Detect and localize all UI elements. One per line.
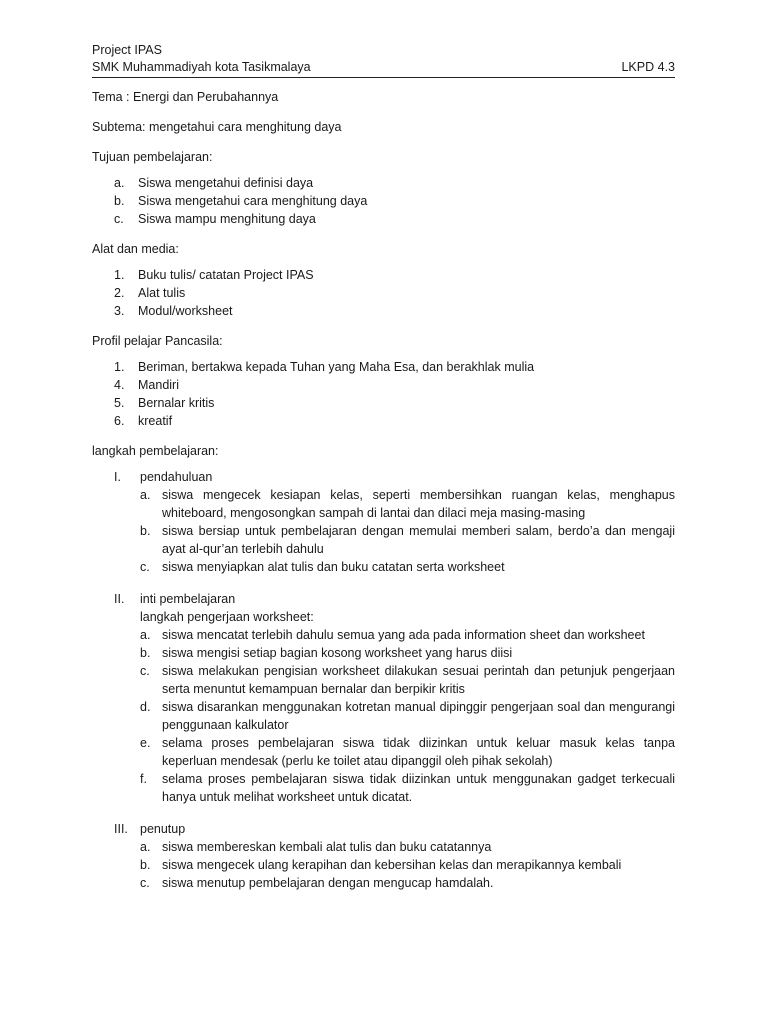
step-item (140, 734, 675, 770)
list-text: Siswa mengetahui cara menghitung daya (138, 194, 368, 208)
step-item (140, 874, 675, 892)
step-item (140, 626, 675, 644)
step-heading (92, 590, 675, 608)
step-item (140, 838, 675, 856)
tujuan-list (92, 174, 675, 228)
step-item-marker: c. (140, 560, 150, 574)
step-item-text: siswa bersiap untuk pembelajaran dengan memulai memberi salam, berdo’a dan mengaji ayat al-qur’an terlebih dahulu (162, 524, 675, 556)
step-item-marker: a. (140, 628, 151, 642)
tujuan-title: Tujuan pembelajaran: (92, 150, 213, 164)
list-item (114, 302, 675, 320)
step-item (140, 698, 675, 734)
step-item-text: siswa membereskan kembali alat tulis dan buku catatannya (162, 840, 492, 854)
step-block (92, 590, 675, 806)
step-item (140, 644, 675, 662)
list-marker: 2. (114, 286, 125, 300)
step-item-marker: d. (140, 700, 151, 714)
step-numeral: III. (114, 822, 128, 836)
step-items (92, 486, 675, 576)
header-code: LKPD 4.3 (621, 60, 675, 74)
step-item-marker: f. (140, 772, 147, 786)
list-marker: a. (114, 176, 125, 190)
step-heading (92, 468, 675, 486)
step-item-text: siswa mencatat terlebih dahulu semua yang ada pada information sheet dan worksheet (162, 628, 645, 642)
langkah-title: langkah pembelajaran: (92, 444, 219, 458)
step-item-marker: e. (140, 736, 151, 750)
list-marker: 6. (114, 414, 125, 428)
document-page (92, 42, 675, 906)
step-numeral: I. (114, 470, 121, 484)
step-item-text: siswa mengisi setiap bagian kosong worksheet yang harus diisi (162, 646, 513, 660)
step-items (92, 626, 675, 806)
step-item-marker: c. (140, 664, 150, 678)
step-intro: langkah pengerjaan worksheet: (140, 610, 314, 624)
step-item-text: selama proses pembelajaran siswa tidak diizinkan untuk keluar masuk kelas tanpa keperluan mendesak (perlu ke toilet atau dipanggil oleh pihak sekolah) (162, 736, 675, 768)
list-item (114, 412, 675, 430)
alat-title: Alat dan media: (92, 242, 179, 256)
list-text: Alat tulis (138, 286, 186, 300)
step-item (140, 770, 675, 806)
list-marker: b. (114, 194, 125, 208)
step-title: pendahuluan (140, 470, 213, 484)
list-item (114, 394, 675, 412)
step-item-text: siswa mengecek kesiapan kelas, seperti membersihkan ruangan kelas, menghapus whiteboard, mengosongkan sampah di lantai dan dilaci meja masing-masing (162, 488, 675, 520)
step-item (140, 522, 675, 558)
list-text: kreatif (138, 414, 173, 428)
step-title: inti pembelajaran (140, 592, 236, 606)
step-numeral: II. (114, 592, 125, 606)
list-marker: 1. (114, 268, 125, 282)
list-item (114, 210, 675, 228)
profil-section (92, 332, 675, 430)
profil-title: Profil pelajar Pancasila: (92, 334, 223, 348)
list-text: Bernalar kritis (138, 396, 215, 410)
step-block (92, 468, 675, 576)
step-numeral-cell (92, 820, 140, 838)
step-item-marker: b. (140, 858, 151, 872)
step-item-text: siswa menutup pembelajaran dengan mengucap hamdalah. (162, 876, 494, 890)
step-item-text: siswa menyiapkan alat tulis dan buku catatan serta worksheet (162, 560, 505, 574)
step-item (140, 558, 675, 576)
list-item (114, 376, 675, 394)
step-item-marker: b. (140, 646, 151, 660)
step-item-text: siswa melakukan pengisian worksheet dilakukan sesuai perintah dan petunjuk pengerjaan serta menuntut kemampuan bernalar dan berpikir kritis (162, 664, 675, 696)
step-item (140, 856, 675, 874)
header-project: Project IPAS (92, 43, 162, 57)
step-numeral-cell (92, 590, 140, 608)
step-item-marker: c. (140, 876, 150, 890)
step-item-text: siswa mengecek ulang kerapihan dan kebersihan kelas dan merapikannya kembali (162, 858, 622, 872)
list-text: Buku tulis/ catatan Project IPAS (138, 268, 314, 282)
step-items (92, 838, 675, 892)
list-item (114, 284, 675, 302)
profil-list (92, 358, 675, 430)
list-marker: 3. (114, 304, 125, 318)
step-item-text: siswa disarankan menggunakan kotretan manual dipinggir pengerjaan soal dan mengurangi penggunaan kalkulator (162, 700, 675, 732)
langkah-steps (92, 468, 675, 892)
step-item-marker: a. (140, 488, 151, 502)
step-item (140, 662, 675, 698)
step-item-marker: b. (140, 524, 151, 538)
list-item (114, 266, 675, 284)
step-numeral-cell (92, 468, 140, 486)
tema-line: Tema : Energi dan Perubahannya (92, 90, 279, 104)
list-marker: c. (114, 212, 124, 226)
subtema-line: Subtema: mengetahui cara menghitung daya (92, 120, 342, 134)
list-marker: 4. (114, 378, 125, 392)
step-item (140, 486, 675, 522)
step-block (92, 820, 675, 892)
step-item-marker: a. (140, 840, 151, 854)
list-item (114, 192, 675, 210)
list-text: Mandiri (138, 378, 179, 392)
list-text: Siswa mampu menghitung daya (138, 212, 316, 226)
list-item (114, 174, 675, 192)
list-item (114, 358, 675, 376)
list-text: Siswa mengetahui definisi daya (138, 176, 314, 190)
alat-list (92, 266, 675, 320)
tujuan-section (92, 148, 675, 228)
alat-section (92, 240, 675, 320)
header-school: SMK Muhammadiyah kota Tasikmalaya (92, 60, 311, 74)
header-row (92, 59, 675, 78)
list-text: Modul/worksheet (138, 304, 233, 318)
step-title: penutup (140, 822, 186, 836)
langkah-section (92, 442, 675, 892)
step-heading (92, 820, 675, 838)
list-text: Beriman, bertakwa kepada Tuhan yang Maha Esa, dan berakhlak mulia (138, 360, 535, 374)
step-item-text: selama proses pembelajaran siswa tidak diizinkan untuk menggunakan gadget terkecuali hanya untuk melihat worksheet untuk dicatat. (162, 772, 675, 804)
list-marker: 1. (114, 360, 125, 374)
list-marker: 5. (114, 396, 125, 410)
